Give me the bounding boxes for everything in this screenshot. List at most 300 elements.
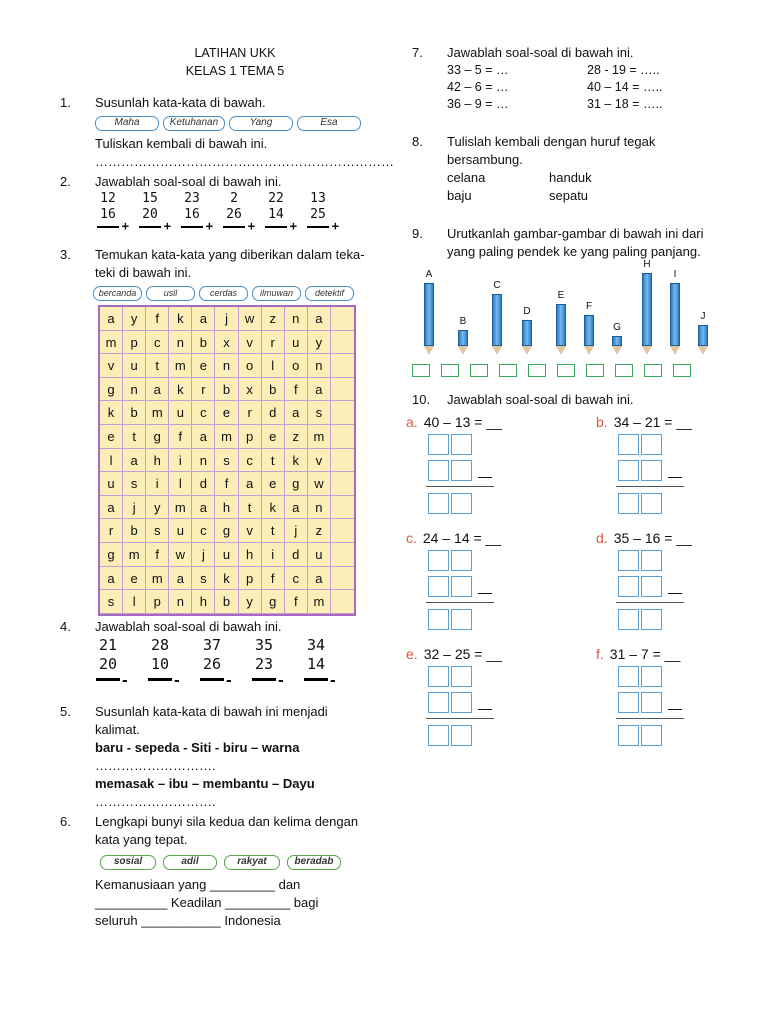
problem-expression: 35 – 16 = __	[613, 530, 692, 546]
question-3	[60, 246, 370, 301]
digit-box[interactable]	[618, 725, 639, 746]
grid-letter: j	[192, 543, 215, 567]
grid-letter: m	[308, 590, 331, 614]
pencil-tip	[698, 346, 708, 355]
problem-expression: 40 – 13 = __	[423, 414, 502, 430]
vertical-subtraction	[596, 413, 726, 529]
grid-letter: r	[239, 401, 262, 425]
digit-box[interactable]	[428, 666, 449, 687]
subtrahend: 14	[306, 654, 326, 673]
problem-label	[406, 529, 536, 547]
problem-expression: 34 – 21 = __	[613, 414, 692, 430]
pencil-body	[670, 283, 680, 346]
digit-box[interactable]	[451, 692, 472, 713]
digit-box[interactable]	[428, 434, 449, 455]
problem-expression: 31 – 7 = __	[609, 646, 681, 662]
word-chip: Esa	[297, 116, 361, 131]
addition-problem	[179, 191, 213, 233]
problem-letter: f.	[596, 646, 604, 662]
grid-letter: n	[308, 354, 331, 378]
subtraction-problems	[89, 635, 370, 689]
grid-letter: g	[285, 472, 308, 496]
minuend: 28	[150, 635, 170, 654]
grid-letter: b	[192, 331, 215, 355]
pencil	[698, 311, 708, 355]
addend-bottom: 25	[310, 207, 326, 222]
grid-letter: j	[123, 496, 146, 520]
grid-letter: l	[100, 449, 123, 473]
answer-box[interactable]	[673, 364, 691, 377]
grid-letter: l	[169, 472, 192, 496]
minus-mark	[668, 477, 682, 478]
pencil	[522, 305, 532, 355]
pencil-label: I	[673, 269, 677, 280]
answer-box[interactable]	[499, 364, 517, 377]
grid-letter: x	[239, 378, 262, 402]
grid-letter: m	[169, 496, 192, 520]
grid-letter: e	[262, 425, 285, 449]
problem-letter: b.	[596, 414, 608, 430]
grid-letter: s	[146, 519, 169, 543]
question-number: 5.	[60, 703, 71, 719]
digit-box[interactable]	[618, 576, 639, 597]
grid-letter: a	[100, 567, 123, 591]
digit-box[interactable]	[428, 576, 449, 597]
digit-box[interactable]	[618, 692, 639, 713]
grid-letter: l	[262, 354, 285, 378]
word-item: celana	[447, 170, 486, 185]
minus-sign: -	[120, 672, 129, 689]
grid-letter: v	[100, 354, 123, 378]
question-number: 4.	[60, 618, 71, 634]
digit-box[interactable]	[428, 460, 449, 481]
grid-blank	[331, 472, 354, 496]
grid-letter: t	[262, 449, 285, 473]
grid-letter: n	[285, 307, 308, 331]
sum-line	[97, 219, 129, 233]
addend-top: 2	[230, 191, 238, 206]
answer-box[interactable]	[441, 364, 459, 377]
question-text: Jawablah soal-soal di bawah ini.	[447, 45, 634, 60]
pencil-body	[492, 294, 502, 347]
fill-line-1: Kemanusiaan yang _________ dan	[95, 876, 301, 892]
grid-letter: h	[215, 496, 238, 520]
grid-blank	[331, 331, 354, 355]
pencil-label: B	[459, 316, 467, 328]
answer-box[interactable]	[470, 364, 488, 377]
question-8	[412, 133, 732, 205]
answer-box[interactable]	[586, 364, 604, 377]
word-chip: Yang	[229, 116, 293, 131]
digit-box[interactable]	[618, 666, 639, 687]
plus-sign: +	[163, 219, 171, 233]
pencil-body	[698, 325, 708, 346]
pencil-tip	[556, 346, 566, 355]
grid-letter: e	[100, 425, 123, 449]
grid-letter: b	[215, 378, 238, 402]
grid-letter: k	[169, 307, 192, 331]
question-text: Lengkapi bunyi sila kedua dan kelima dengan kata yang tepat.	[95, 813, 359, 847]
word-item: handuk	[549, 170, 592, 185]
grid-letter: f	[146, 307, 169, 331]
question-text: Jawablah soal-soal di bawah ini.	[95, 174, 282, 189]
digit-box[interactable]	[618, 609, 639, 630]
grid-letter: s	[215, 449, 238, 473]
question-6	[60, 813, 370, 930]
grid-letter: d	[262, 401, 285, 425]
grid-letter: p	[146, 590, 169, 614]
grid-letter: k	[285, 449, 308, 473]
grid-letter: r	[262, 331, 285, 355]
grid-letter: a	[192, 425, 215, 449]
minuend: 37	[202, 635, 222, 654]
digit-box[interactable]	[451, 550, 472, 571]
grid-letter: n	[169, 590, 192, 614]
grid-letter: g	[100, 543, 123, 567]
grid-letter: k	[100, 401, 123, 425]
left-column	[60, 44, 394, 930]
grid-letter: b	[262, 378, 285, 402]
question-text: Jawablah soal-soal di bawah ini.	[447, 392, 634, 407]
grid-letter: b	[123, 519, 146, 543]
pencil	[612, 321, 622, 356]
addend-top: 12	[100, 191, 116, 206]
grid-letter: w	[308, 472, 331, 496]
minus-mark	[478, 709, 492, 710]
grid-blank	[331, 496, 354, 520]
grid-letter: m	[146, 567, 169, 591]
minus-sign: -	[172, 672, 181, 689]
pencil-label: A	[425, 269, 433, 280]
grid-letter: j	[285, 519, 308, 543]
addend-bottom: 20	[142, 207, 158, 222]
grid-letter: k	[215, 567, 238, 591]
word-chip: adil	[163, 855, 217, 870]
grid-letter: h	[146, 449, 169, 473]
pencil	[458, 316, 468, 355]
pencil-tip	[612, 346, 622, 355]
grid-letter: m	[169, 354, 192, 378]
grid-letter: i	[262, 543, 285, 567]
arith-item: 33 – 5 = …	[447, 63, 509, 77]
grid-letter: n	[215, 354, 238, 378]
digit-box[interactable]	[641, 725, 662, 746]
grid-letter: p	[123, 331, 146, 355]
digit-box[interactable]	[428, 725, 449, 746]
problem-letter: d.	[596, 530, 608, 546]
subtraction-problem	[297, 635, 337, 689]
minus-sign: -	[328, 672, 337, 689]
difference-line	[252, 672, 285, 689]
problem-label	[406, 413, 536, 431]
digit-box[interactable]	[641, 434, 662, 455]
subtrahend: 10	[150, 654, 170, 673]
grid-letter: u	[169, 519, 192, 543]
pencil-label: C	[493, 279, 501, 291]
grid-letter: a	[146, 378, 169, 402]
word-chip: rakyat	[224, 855, 280, 870]
pencil	[670, 269, 680, 355]
grid-letter: o	[285, 354, 308, 378]
grid-letter: a	[308, 307, 331, 331]
grid-letter: s	[100, 590, 123, 614]
digit-box[interactable]	[641, 460, 662, 481]
digit-box[interactable]	[451, 609, 472, 630]
grid-letter: d	[285, 543, 308, 567]
digit-box[interactable]	[451, 576, 472, 597]
grid-letter: z	[285, 425, 308, 449]
word-chip: ilmuwan	[252, 286, 301, 301]
grid-letter: t	[123, 425, 146, 449]
problem-letter: c.	[406, 530, 417, 546]
minuend: 21	[98, 635, 118, 654]
grid-letter: m	[100, 331, 123, 355]
addend-bottom: 26	[226, 207, 242, 222]
grid-letter: c	[239, 449, 262, 473]
plus-sign: +	[205, 219, 213, 233]
right-column	[406, 44, 732, 753]
pencil-tip	[424, 346, 434, 355]
grid-letter: y	[308, 331, 331, 355]
answer-dots: ……………………….	[95, 757, 216, 773]
grid-blank	[331, 354, 354, 378]
result-line	[616, 718, 684, 719]
grid-letter: a	[239, 472, 262, 496]
difference-line	[148, 672, 181, 689]
problem-label	[406, 645, 536, 663]
problem-expression: 32 – 25 = __	[423, 646, 502, 662]
word-chips	[93, 286, 370, 301]
answer-box[interactable]	[615, 364, 633, 377]
arith-item: 28 - 19 = …..	[587, 63, 660, 77]
grid-letter: u	[215, 543, 238, 567]
grid-blank	[331, 307, 354, 331]
digit-box[interactable]	[618, 434, 639, 455]
question-number: 6.	[60, 813, 71, 829]
subtraction-problem	[193, 635, 233, 689]
grid-letter: m	[308, 425, 331, 449]
plus-sign: +	[289, 219, 297, 233]
question-text: Tulislah kembali dengan huruf tegak bersambung.	[447, 134, 656, 167]
subtraction-workspace	[406, 413, 732, 753]
digit-box[interactable]	[428, 692, 449, 713]
grid-letter: o	[239, 354, 262, 378]
minus-sign: -	[276, 672, 285, 689]
grid-letter: u	[123, 354, 146, 378]
word-item: sepatu	[549, 188, 589, 203]
grid-letter: b	[123, 401, 146, 425]
word-search-grid	[98, 305, 356, 616]
vertical-subtraction	[406, 413, 536, 529]
word-chip: beradab	[287, 855, 341, 870]
problem-label	[596, 645, 726, 663]
grid-letter: u	[285, 331, 308, 355]
answer-box[interactable]	[528, 364, 546, 377]
digit-box[interactable]	[641, 493, 662, 514]
digit-box[interactable]	[618, 493, 639, 514]
subtrahend: 23	[254, 654, 274, 673]
answer-boxes	[412, 364, 691, 377]
sum-line	[265, 219, 297, 233]
digit-box[interactable]	[618, 550, 639, 571]
digit-box[interactable]	[451, 725, 472, 746]
grid-letter: n	[169, 331, 192, 355]
grid-blank	[331, 567, 354, 591]
question-10	[412, 391, 732, 409]
digit-box[interactable]	[451, 666, 472, 687]
minus-sign: -	[224, 672, 233, 689]
answer-box[interactable]	[557, 364, 575, 377]
grid-letter: u	[100, 472, 123, 496]
minus-mark	[668, 709, 682, 710]
result-line	[426, 718, 494, 719]
result-line	[426, 486, 494, 487]
question-number: 9.	[412, 226, 423, 241]
digit-box[interactable]	[428, 609, 449, 630]
pencil-illustration	[412, 258, 732, 377]
grid-letter: y	[146, 496, 169, 520]
word-chip: usil	[146, 286, 195, 301]
difference-line	[96, 672, 129, 689]
digit-box[interactable]	[451, 493, 472, 514]
result-line	[616, 486, 684, 487]
subtraction-problem	[245, 635, 285, 689]
question-1	[60, 94, 394, 171]
addend-top: 13	[310, 191, 326, 206]
digit-box[interactable]	[451, 434, 472, 455]
digit-box[interactable]	[641, 576, 662, 597]
grid-letter: e	[215, 401, 238, 425]
word-chip: Ketuhanan	[163, 116, 225, 131]
grid-letter: c	[192, 519, 215, 543]
sum-line	[139, 219, 171, 233]
grid-letter: g	[215, 519, 238, 543]
pencil	[584, 300, 594, 356]
grid-letter: s	[192, 567, 215, 591]
digit-box[interactable]	[641, 609, 662, 630]
question-text: Susunlah kata-kata di bawah ini menjadi kalimat.	[95, 703, 328, 737]
question-5	[60, 703, 370, 811]
pencil-body	[458, 330, 468, 346]
subtrahend: 26	[202, 654, 222, 673]
addend-bottom: 16	[184, 207, 200, 222]
arith-item: 36 – 9 = …	[447, 97, 509, 111]
answer-dots: ……………………….	[95, 793, 216, 809]
addend-top: 15	[142, 191, 158, 206]
question-text: Urutkanlah gambar-gambar di bawah ini dari yang paling pendek ke yang paling panjang.	[447, 226, 704, 259]
grid-letter: x	[215, 331, 238, 355]
plus-sign: +	[121, 219, 129, 233]
grid-letter: v	[239, 331, 262, 355]
grid-letter: f	[262, 567, 285, 591]
grid-letter: z	[262, 307, 285, 331]
grid-letter: m	[146, 401, 169, 425]
pencil-label: G	[613, 321, 621, 333]
answer-dots: ……………………………………………………………	[95, 154, 394, 169]
question-9	[412, 225, 732, 261]
grid-letter: n	[123, 378, 146, 402]
minus-mark	[668, 593, 682, 594]
grid-letter: d	[192, 472, 215, 496]
word-chip: detektif	[305, 286, 354, 301]
grid-letter: n	[308, 496, 331, 520]
word-chips	[95, 116, 370, 131]
grid-letter: y	[239, 590, 262, 614]
grid-letter: f	[169, 425, 192, 449]
title-line-2: KELAS 1 TEMA 5	[185, 64, 285, 78]
grid-letter: h	[192, 590, 215, 614]
pencil-label: F	[585, 300, 593, 312]
pencil-body	[584, 315, 594, 347]
result-line	[426, 602, 494, 603]
digit-box[interactable]	[641, 550, 662, 571]
arithmetic-list	[412, 62, 732, 113]
grid-letter: a	[123, 449, 146, 473]
grid-letter: a	[169, 567, 192, 591]
grid-blank	[331, 425, 354, 449]
addition-problem	[137, 191, 171, 233]
grid-letter: t	[146, 354, 169, 378]
arith-item: 40 – 14 = …..	[587, 80, 663, 94]
arith-item: 42 – 6 = …	[447, 80, 509, 94]
vertical-subtraction	[596, 529, 726, 645]
addend-top: 22	[268, 191, 284, 206]
pencil-body	[522, 320, 532, 346]
grid-letter: p	[239, 425, 262, 449]
grid-letter: u	[169, 401, 192, 425]
question-2	[60, 173, 370, 233]
grid-letter: e	[192, 354, 215, 378]
digit-box[interactable]	[618, 460, 639, 481]
pencil	[424, 269, 434, 355]
subtrahend: 20	[98, 654, 118, 673]
digit-box[interactable]	[451, 460, 472, 481]
vertical-subtraction	[406, 529, 536, 645]
plus-sign: +	[331, 219, 339, 233]
pencil-label: D	[523, 305, 531, 317]
pencil	[556, 290, 566, 355]
grid-blank	[331, 543, 354, 567]
digit-box[interactable]	[641, 666, 662, 687]
question-7	[412, 44, 732, 62]
grid-letter: a	[100, 496, 123, 520]
addition-problems	[95, 191, 370, 233]
subtraction-problem	[89, 635, 129, 689]
difference-line	[304, 672, 337, 689]
sum-line	[307, 219, 339, 233]
digit-box[interactable]	[428, 550, 449, 571]
title-line-1: LATIHAN UKK	[194, 46, 276, 60]
pencil-tip	[584, 346, 594, 355]
digit-box[interactable]	[428, 493, 449, 514]
minus-mark	[478, 593, 492, 594]
digit-box[interactable]	[641, 692, 662, 713]
pencil-tip	[458, 346, 468, 355]
pencil-label: H	[643, 258, 651, 270]
grid-letter: a	[285, 496, 308, 520]
grid-letter: c	[146, 331, 169, 355]
sentence-1: baru - sepeda - Siti - biru – warna	[95, 739, 300, 755]
pencil-body	[612, 336, 622, 347]
word-chip: Maha	[95, 116, 159, 131]
answer-box[interactable]	[412, 364, 430, 377]
pencil-tip	[522, 346, 532, 355]
vertical-subtraction	[406, 645, 536, 761]
result-line	[616, 602, 684, 603]
answer-box[interactable]	[644, 364, 662, 377]
sum-line	[223, 219, 255, 233]
pencil-tip	[670, 346, 680, 355]
